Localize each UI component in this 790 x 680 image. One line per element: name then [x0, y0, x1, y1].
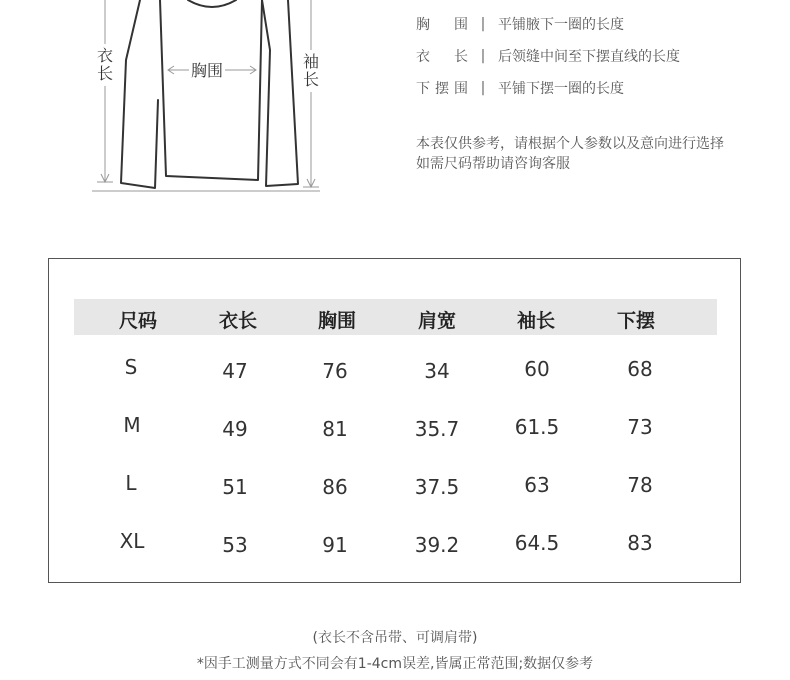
- definition-term: 胸 围: [416, 17, 468, 33]
- sleeve-label: 袖长: [302, 50, 320, 92]
- cell-length: 53: [222, 533, 248, 557]
- chest-label: 胸围: [191, 61, 224, 80]
- cell-hem: 83: [627, 531, 653, 555]
- cell-size: M: [123, 413, 141, 437]
- cell-hem: 68: [627, 357, 653, 381]
- note-line: 如需尺码帮助请咨询客服: [416, 156, 570, 172]
- cell-sleeve: 61.5: [514, 415, 560, 439]
- header-hem: 下摆: [616, 310, 655, 332]
- cell-shoulder: 35.7: [414, 417, 460, 441]
- definition-separator: |: [480, 16, 486, 32]
- cell-shoulder: 37.5: [414, 475, 460, 499]
- header-length: 衣长: [218, 310, 257, 332]
- definition-separator: |: [480, 80, 486, 96]
- garment-diagram: [0, 0, 400, 230]
- cell-chest: 81: [322, 417, 348, 441]
- cell-chest: 91: [322, 533, 348, 557]
- header-sleeve: 袖长: [516, 310, 555, 332]
- garment-outline-icon: [0, 0, 400, 230]
- header-chest: 胸围: [317, 310, 356, 332]
- definition-separator: |: [480, 48, 486, 64]
- cell-sleeve: 60: [524, 357, 550, 381]
- footer-note-2: *因手工测量方式不同会有1-4cm误差,皆属正常范围;数据仅参考: [196, 656, 594, 672]
- definition-term: 下摆围: [416, 81, 468, 97]
- header-size: 尺码: [118, 310, 157, 332]
- cell-sleeve: 64.5: [514, 531, 560, 555]
- footer-note-1: (衣长不含吊带、可调肩带): [312, 630, 478, 646]
- note-line: 本表仅供参考，请根据个人参数以及意向进行选择: [416, 136, 724, 152]
- cell-shoulder: 34: [424, 359, 450, 383]
- reference-note: [416, 134, 724, 174]
- cell-chest: 76: [322, 359, 348, 383]
- definition-description: 平铺腋下一圈的长度: [498, 17, 624, 33]
- cell-hem: 78: [627, 473, 653, 497]
- measurement-definitions: [416, 8, 680, 104]
- definition-row: [416, 40, 680, 72]
- cell-shoulder: 39.2: [414, 533, 460, 557]
- definition-row: [416, 8, 680, 40]
- cell-size: L: [125, 471, 137, 495]
- cell-length: 51: [222, 475, 248, 499]
- cell-size: S: [124, 355, 138, 379]
- cell-chest: 86: [322, 475, 348, 499]
- size-table: [48, 258, 741, 583]
- cell-size: XL: [119, 529, 145, 553]
- cell-hem: 73: [627, 415, 653, 439]
- definition-row: [416, 72, 680, 104]
- header-shoulder: 肩宽: [417, 310, 456, 332]
- cell-sleeve: 63: [524, 473, 550, 497]
- definition-description: 后领缝中间至下摆直线的长度: [498, 49, 680, 65]
- definition-term: 衣 长: [416, 49, 468, 65]
- length-label: 衣长: [96, 44, 114, 86]
- definition-description: 平铺下摆一圈的长度: [498, 81, 624, 97]
- cell-length: 47: [222, 359, 248, 383]
- cell-length: 49: [222, 417, 248, 441]
